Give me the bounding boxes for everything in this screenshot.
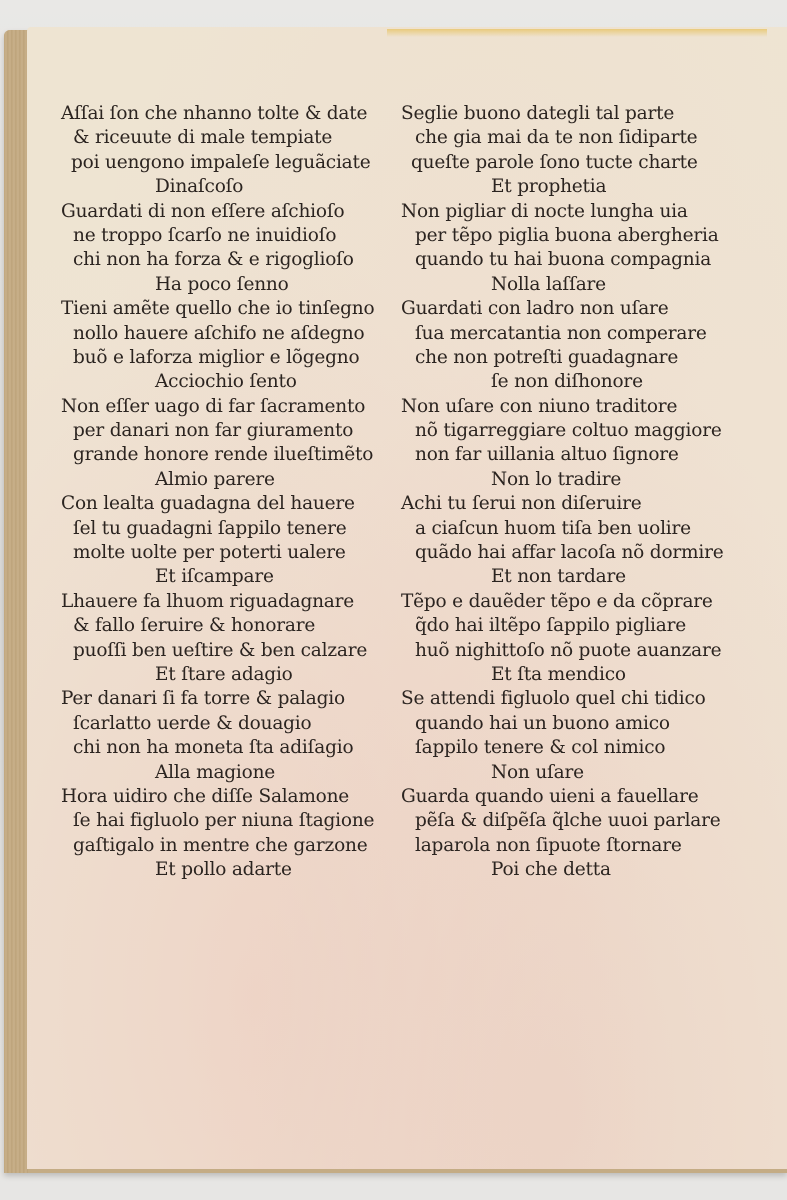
stanza (401, 102, 771, 200)
verse-line: & fallo ſeruire & honorare (73, 615, 316, 637)
refrain-line: Et prophetia (491, 176, 607, 198)
refrain-line: Non uſare (491, 761, 584, 783)
stanza (401, 590, 771, 688)
stanza (61, 590, 401, 688)
verse-line: Tẽpo e dauẽder tẽpo e da cõprare (401, 590, 713, 612)
refrain-line: Et ſta mendico (491, 663, 626, 685)
verse-line: a ciaſcun huom tiſa ben uolire (415, 517, 691, 539)
refrain-line: Et ſtare adagio (155, 663, 293, 685)
refrain-line: ſe non diſhonore (491, 371, 643, 393)
stanza (401, 297, 771, 395)
refrain-line: Et pollo adarte (155, 859, 292, 881)
verse-line: ſel tu guadagni ſappilo tenere (73, 517, 347, 539)
verse-line: ne troppo ſcarſo ne inuidioſo (73, 224, 337, 246)
verse-line: Tieni amẽte quello che io tinſegno (61, 298, 375, 320)
verse-line: q̃do hai iltẽpo ſappilo pigliare (415, 615, 686, 637)
verse-line: Seglie buono dategli tal parte (401, 103, 675, 124)
verse-line: per tẽpo piglia buona abergheria (415, 224, 719, 246)
stanza (401, 492, 771, 590)
verse-line: laparola non ſipuote ſtornare (415, 834, 682, 856)
stanza (61, 200, 401, 298)
verse-line: & riceuute di male tempiate (73, 127, 333, 149)
stanza (61, 492, 401, 590)
verse-line: poi uengono impaleſe leguãciate (71, 151, 371, 173)
verse-line: ſua mercatantia non comperare (415, 322, 707, 344)
verse-line: grande honore rende ilueſtimẽto (73, 444, 374, 466)
verse-line: nõ tigarreggiare coltuo maggiore (415, 420, 722, 442)
verse-line: Per danari ſi fa torre & palagio (61, 688, 345, 710)
stanza (61, 102, 401, 200)
stanza (401, 200, 771, 298)
refrain-line: Acciochio ſento (155, 371, 297, 393)
verse-line: puoſſi ben ueſtire & ben calzare (73, 639, 368, 661)
verse-line: ſappilo tenere & col nimico (415, 737, 666, 759)
verse-line: queſte parole ſono tucte charte (411, 151, 698, 173)
stanza (61, 297, 401, 395)
refrain-line: Ha poco ſenno (155, 273, 289, 295)
stanza (61, 785, 401, 883)
verse-line: Se attendi figluolo quel chi tidico (401, 688, 706, 710)
verse-line: buõ e laforza miglior e lõgegno (73, 346, 360, 368)
verse-line: pẽſa & diſpẽſa q̃lche uuoi parlare (415, 810, 721, 832)
refrain-line: Alla magione (155, 761, 276, 783)
refrain-line: Poi che detta (491, 859, 611, 881)
stanza (61, 395, 401, 493)
verse-line: Guardati di non eſſere aſchioſo (61, 200, 345, 222)
verse-line: non far uillania altuo ſignore (415, 444, 679, 466)
verse-line: ſe hai figluolo per niuna ſtagione (73, 810, 375, 832)
verse-line: che gia mai da te non ſidiparte (415, 127, 698, 149)
refrain-line: Et non tardare (491, 566, 626, 588)
refrain-line: Nolla laſſare (491, 273, 606, 295)
verse-line: Con lealta guadagna del hauere (61, 493, 355, 515)
refrain-line: Non lo tradire (491, 468, 622, 490)
stanza (401, 687, 771, 785)
verse-line: nollo hauere aſchifo ne aſdegno (73, 322, 365, 344)
refrain-line: Et iſcampare (155, 566, 274, 588)
verse-line: ſcarlatto uerde & douagio (73, 712, 312, 734)
verse-line: che non potreſti guadagnare (415, 346, 679, 368)
verse-line: quando hai un buono amico (415, 712, 670, 734)
verse-line: Guardati con ladro non uſare (401, 298, 669, 320)
stanza (401, 785, 771, 883)
verse-line: quando tu hai buona compagnia (415, 249, 712, 271)
refrain-line: Almio parere (155, 468, 275, 490)
left-column (61, 102, 401, 883)
verse-line: Aſſai ſon che nhanno tolte & date (61, 103, 368, 124)
verse-line: Non uſare con niuno traditore (401, 395, 678, 417)
stanza (61, 687, 401, 785)
refrain-line: Dinaſcoſo (155, 176, 244, 198)
verse-line: huõ nighittoſo nõ puote auanzare (415, 639, 722, 661)
verse-line: Non eſſer uago di far ſacramento (61, 395, 366, 417)
right-column (401, 102, 771, 883)
verse-line: Hora uidiro che diſſe Salamone (61, 785, 350, 807)
book-page (27, 27, 787, 1169)
verse-line: Non pigliar di nocte lungha uia (401, 200, 688, 222)
verse-line: Lhauere fa lhuom riguadagnare (61, 590, 355, 612)
verse-line: chi non ha forza & e rigoglioſo (73, 249, 354, 271)
verse-line: gaſtigalo in mentre che garzone (73, 834, 368, 856)
verse-line: Achi tu ſerui non diſeruire (401, 493, 642, 515)
verse-text-block (27, 102, 787, 922)
stanza (401, 395, 771, 493)
verse-line: chi non ha moneta ſta adiſagio (73, 737, 354, 759)
verse-line: Guarda quando uieni a fauellare (401, 785, 699, 807)
verse-line: quãdo hai affar lacoſa nõ dormire (415, 542, 724, 564)
verse-line: molte uolte per poterti ualere (73, 542, 346, 564)
verse-line: per danari non far giuramento (73, 420, 354, 442)
